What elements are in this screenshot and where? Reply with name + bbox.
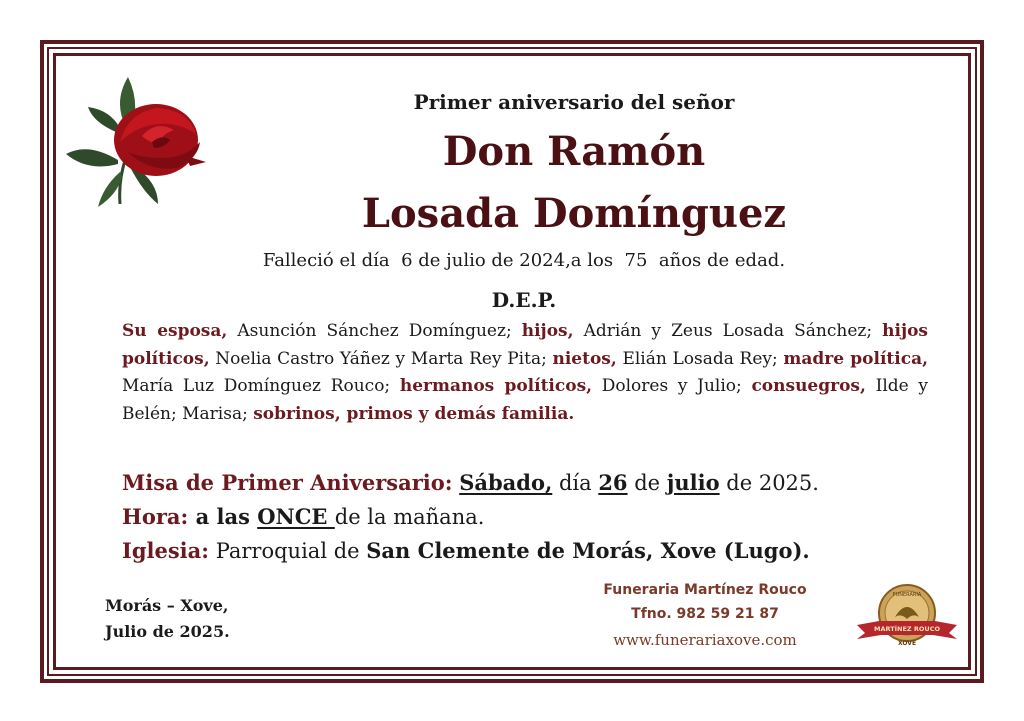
pre-title: Primer aniversario del señor — [413, 90, 735, 114]
family-label: madre política, — [783, 348, 928, 369]
family-label: consuegros, — [751, 376, 866, 396]
misa-label: Misa de Primer Aniversario: — [122, 470, 453, 495]
misa-day-name: Sábado, — [459, 470, 553, 495]
family-text: Adrián y Zeus Losada Sánchez; — [573, 321, 883, 341]
family-text: Ilde y Belén; Marisa; — [122, 376, 928, 424]
family-text: Dolores y Julio; — [592, 376, 752, 396]
family-paragraph — [122, 318, 928, 428]
iglesia-place: San Clemente de Morás, Xove (Lugo). — [366, 538, 810, 563]
deceased-name-line1: Don Ramón — [442, 128, 706, 175]
hora-line — [122, 500, 942, 534]
deceased-name-line2: Losada Domínguez — [361, 190, 787, 237]
service-details — [122, 466, 942, 568]
hora-rest: de la mañana. — [334, 505, 485, 529]
misa-year: de 2025. — [719, 471, 819, 495]
family-text: Asunción Sánchez Domínguez; — [227, 321, 522, 341]
hora-time: ONCE — [257, 504, 335, 529]
iglesia-text: Parroquial de — [209, 539, 367, 563]
funeraria-phone: Tfno. 982 59 21 87 — [631, 606, 779, 622]
place-date — [105, 593, 230, 645]
misa-month: julio — [666, 470, 720, 495]
place-line2: Julio de 2025. — [105, 622, 230, 641]
funeraria-info — [590, 578, 820, 654]
family-text: Elián Losada Rey; — [616, 348, 784, 369]
funeraria-name: Funeraria Martínez Rouco — [603, 582, 807, 598]
place-line1: Morás – Xove, — [105, 596, 229, 615]
family-label: hermanos políticos, — [399, 376, 593, 396]
funeraria-website[interactable]: www.funerariaxove.com — [613, 631, 797, 649]
misa-de: de — [627, 471, 667, 495]
family-label: sobrinos, primos y demás familia. — [253, 403, 575, 424]
logo-band-text: MARTÍNEZ ROUCO — [873, 625, 941, 633]
iglesia-line — [122, 534, 942, 568]
family-label: nietos, — [552, 348, 617, 369]
funeraria-logo-icon — [855, 583, 959, 649]
logo-top-text: FUNERARIA — [892, 592, 922, 598]
logo-bottom-text: XOVE — [897, 640, 917, 647]
misa-day-word: día — [552, 471, 599, 495]
misa-day-number: 26 — [598, 470, 628, 495]
family-text: María Luz Domínguez Rouco; — [122, 376, 400, 396]
misa-line — [122, 466, 942, 500]
family-label: hijos, — [521, 321, 574, 341]
death-info: Falleció el día 6 de julio de 2024,a los 75 años de edad. — [262, 250, 786, 271]
iglesia-label: Iglesia: — [122, 538, 210, 563]
family-label: Su esposa, — [122, 321, 228, 341]
family-text: Noelia Castro Yáñez y Marta Rey Pita; — [209, 348, 553, 369]
dep-text: D.E.P. — [491, 288, 557, 312]
hora-label: Hora: — [122, 504, 189, 529]
hora-a-las: a las — [188, 504, 258, 529]
family-label: hijos políticos, — [122, 321, 929, 369]
